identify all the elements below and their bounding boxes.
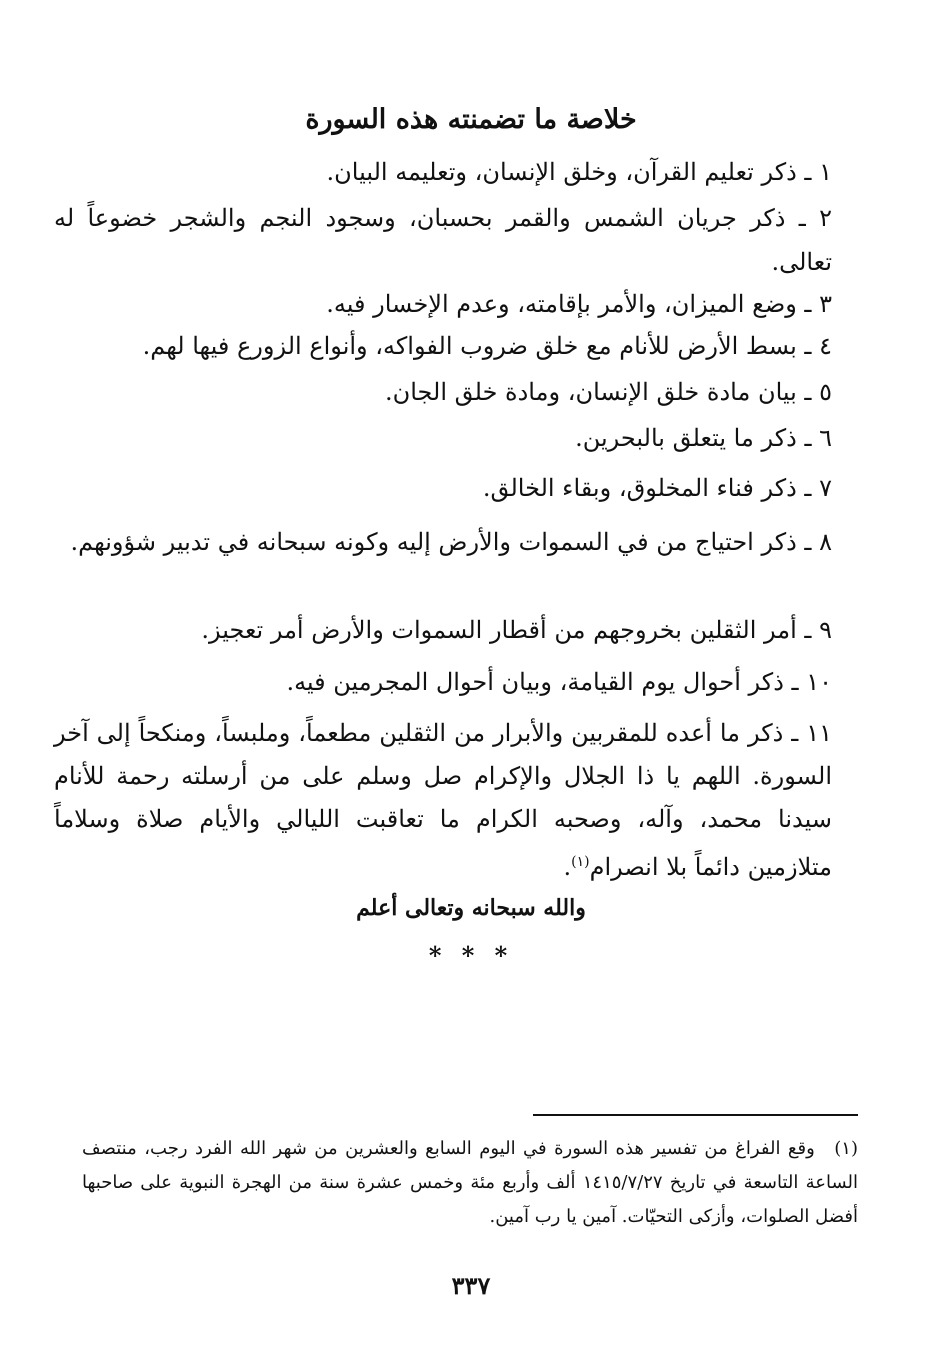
list-item <box>326 284 832 324</box>
list-item <box>575 418 832 458</box>
item-number: ٧ <box>819 474 832 502</box>
list-item <box>54 196 832 284</box>
item-number: ٤ <box>819 332 832 360</box>
section-separator: * * * <box>428 941 514 970</box>
item-number: ١١ <box>806 719 832 747</box>
item-number: ٩ <box>819 616 832 644</box>
item-number: ١ <box>819 158 832 186</box>
footnote-marker: (١) <box>834 1138 858 1159</box>
item-text: ـ ذكر فناء المخلوق، وبقاء الخالق. <box>482 474 812 502</box>
list-item <box>201 610 832 650</box>
item-text: ـ ذكر تعليم القرآن، وخلق الإنسان، وتعليمه البيان. <box>326 158 812 186</box>
closing-phrase: والله سبحانه وتعالى أعلم <box>356 895 586 921</box>
footnote-reference: (١) <box>571 854 590 870</box>
item-number: ٢ <box>819 204 833 232</box>
list-item: ١١ ـ ذكر ما أعده للمقربين والأبرار من الثقلين مطعماً، وملبساً، ومنكحاً إلى آخر السورة. اللهم يا ذا الجلال والإكرام صل وسلم على من أرسلته رحمة للأنام سيدنا محمد، وآله، وصحبه الكرام ما تعاقبت الليالي والأيام صلاة وسلاماً متلازمين دائماً بلا انصرام$^{(١)}$. <box>54 712 832 889</box>
list-item <box>286 662 832 702</box>
item-text: ـ ذكر ما أعده للمقربين والأبرار من الثقلين مطعماً، وملبساً، ومنكحاً إلى آخر السورة. اللهم يا ذا الجلال والإكرام صل وسلم على من أرسلته رحمة للأنام سيدنا محمد، وآله، وصحبه الكرام ما تعاقبت الليالي والأيام صلاة وسلاماً متلازمين دائماً بلا انصرام <box>54 719 832 881</box>
item-text: ـ ذكر احتياج من في السموات والأرض إليه وكونه سبحانه في تدبير شؤونهم. <box>70 528 812 556</box>
item-text: ـ ذكر ما يتعلق بالبحرين. <box>575 424 812 452</box>
list-item <box>327 152 832 192</box>
list-item <box>385 372 832 412</box>
item-text: ـ ذكر جريان الشمس والقمر بحسبان، وسجود النجم والشجر خضوعاً له تعالى. <box>54 204 832 276</box>
list-item <box>54 520 832 564</box>
item-text: ـ بسط الأرض للأنام مع خلق ضروب الفواكه، وأنواع الزورع فيها لهم. <box>142 332 812 360</box>
item-text: ـ أمر الثقلين بخروجهم من أقطار السموات والأرض أمر تعجيز. <box>201 616 812 644</box>
item-text: ـ ذكر أحوال يوم القيامة، وبيان أحوال المجرمين فيه. <box>286 668 799 696</box>
footnote-text: وقع الفراغ من تفسير هذه السورة في اليوم السابع والعشرين من شهر الله الفرد رجب، منتصف الساعة التاسعة في تاريخ ١٤١٥/٧/٢٧ ألف وأربع مئة وخمس عشرة سنة من الهجرة النبوية على صاحبها أفضل الصلوات، وأزكى التحيّات. آمين يا رب آمين. <box>82 1138 859 1227</box>
item-text: ـ بيان مادة خلق الإنسان، ومادة خلق الجان. <box>384 378 812 406</box>
item-text: ـ وضع الميزان، والأمر بإقامته، وعدم الإخسار فيه. <box>326 290 812 318</box>
item-number: ٨ <box>819 528 832 556</box>
footnote <box>82 1132 858 1234</box>
item-number: ٥ <box>819 378 832 406</box>
list-item <box>143 326 832 366</box>
list-item <box>483 468 832 508</box>
item-number: ٦ <box>819 424 832 452</box>
item-number: ٣ <box>819 290 832 318</box>
section-title: خلاصة ما تضمنته هذه السورة <box>305 104 637 135</box>
page-number: ٣٣٧ <box>451 1271 491 1300</box>
item-number: ١٠ <box>806 668 832 696</box>
footnote-divider <box>533 1114 858 1116</box>
